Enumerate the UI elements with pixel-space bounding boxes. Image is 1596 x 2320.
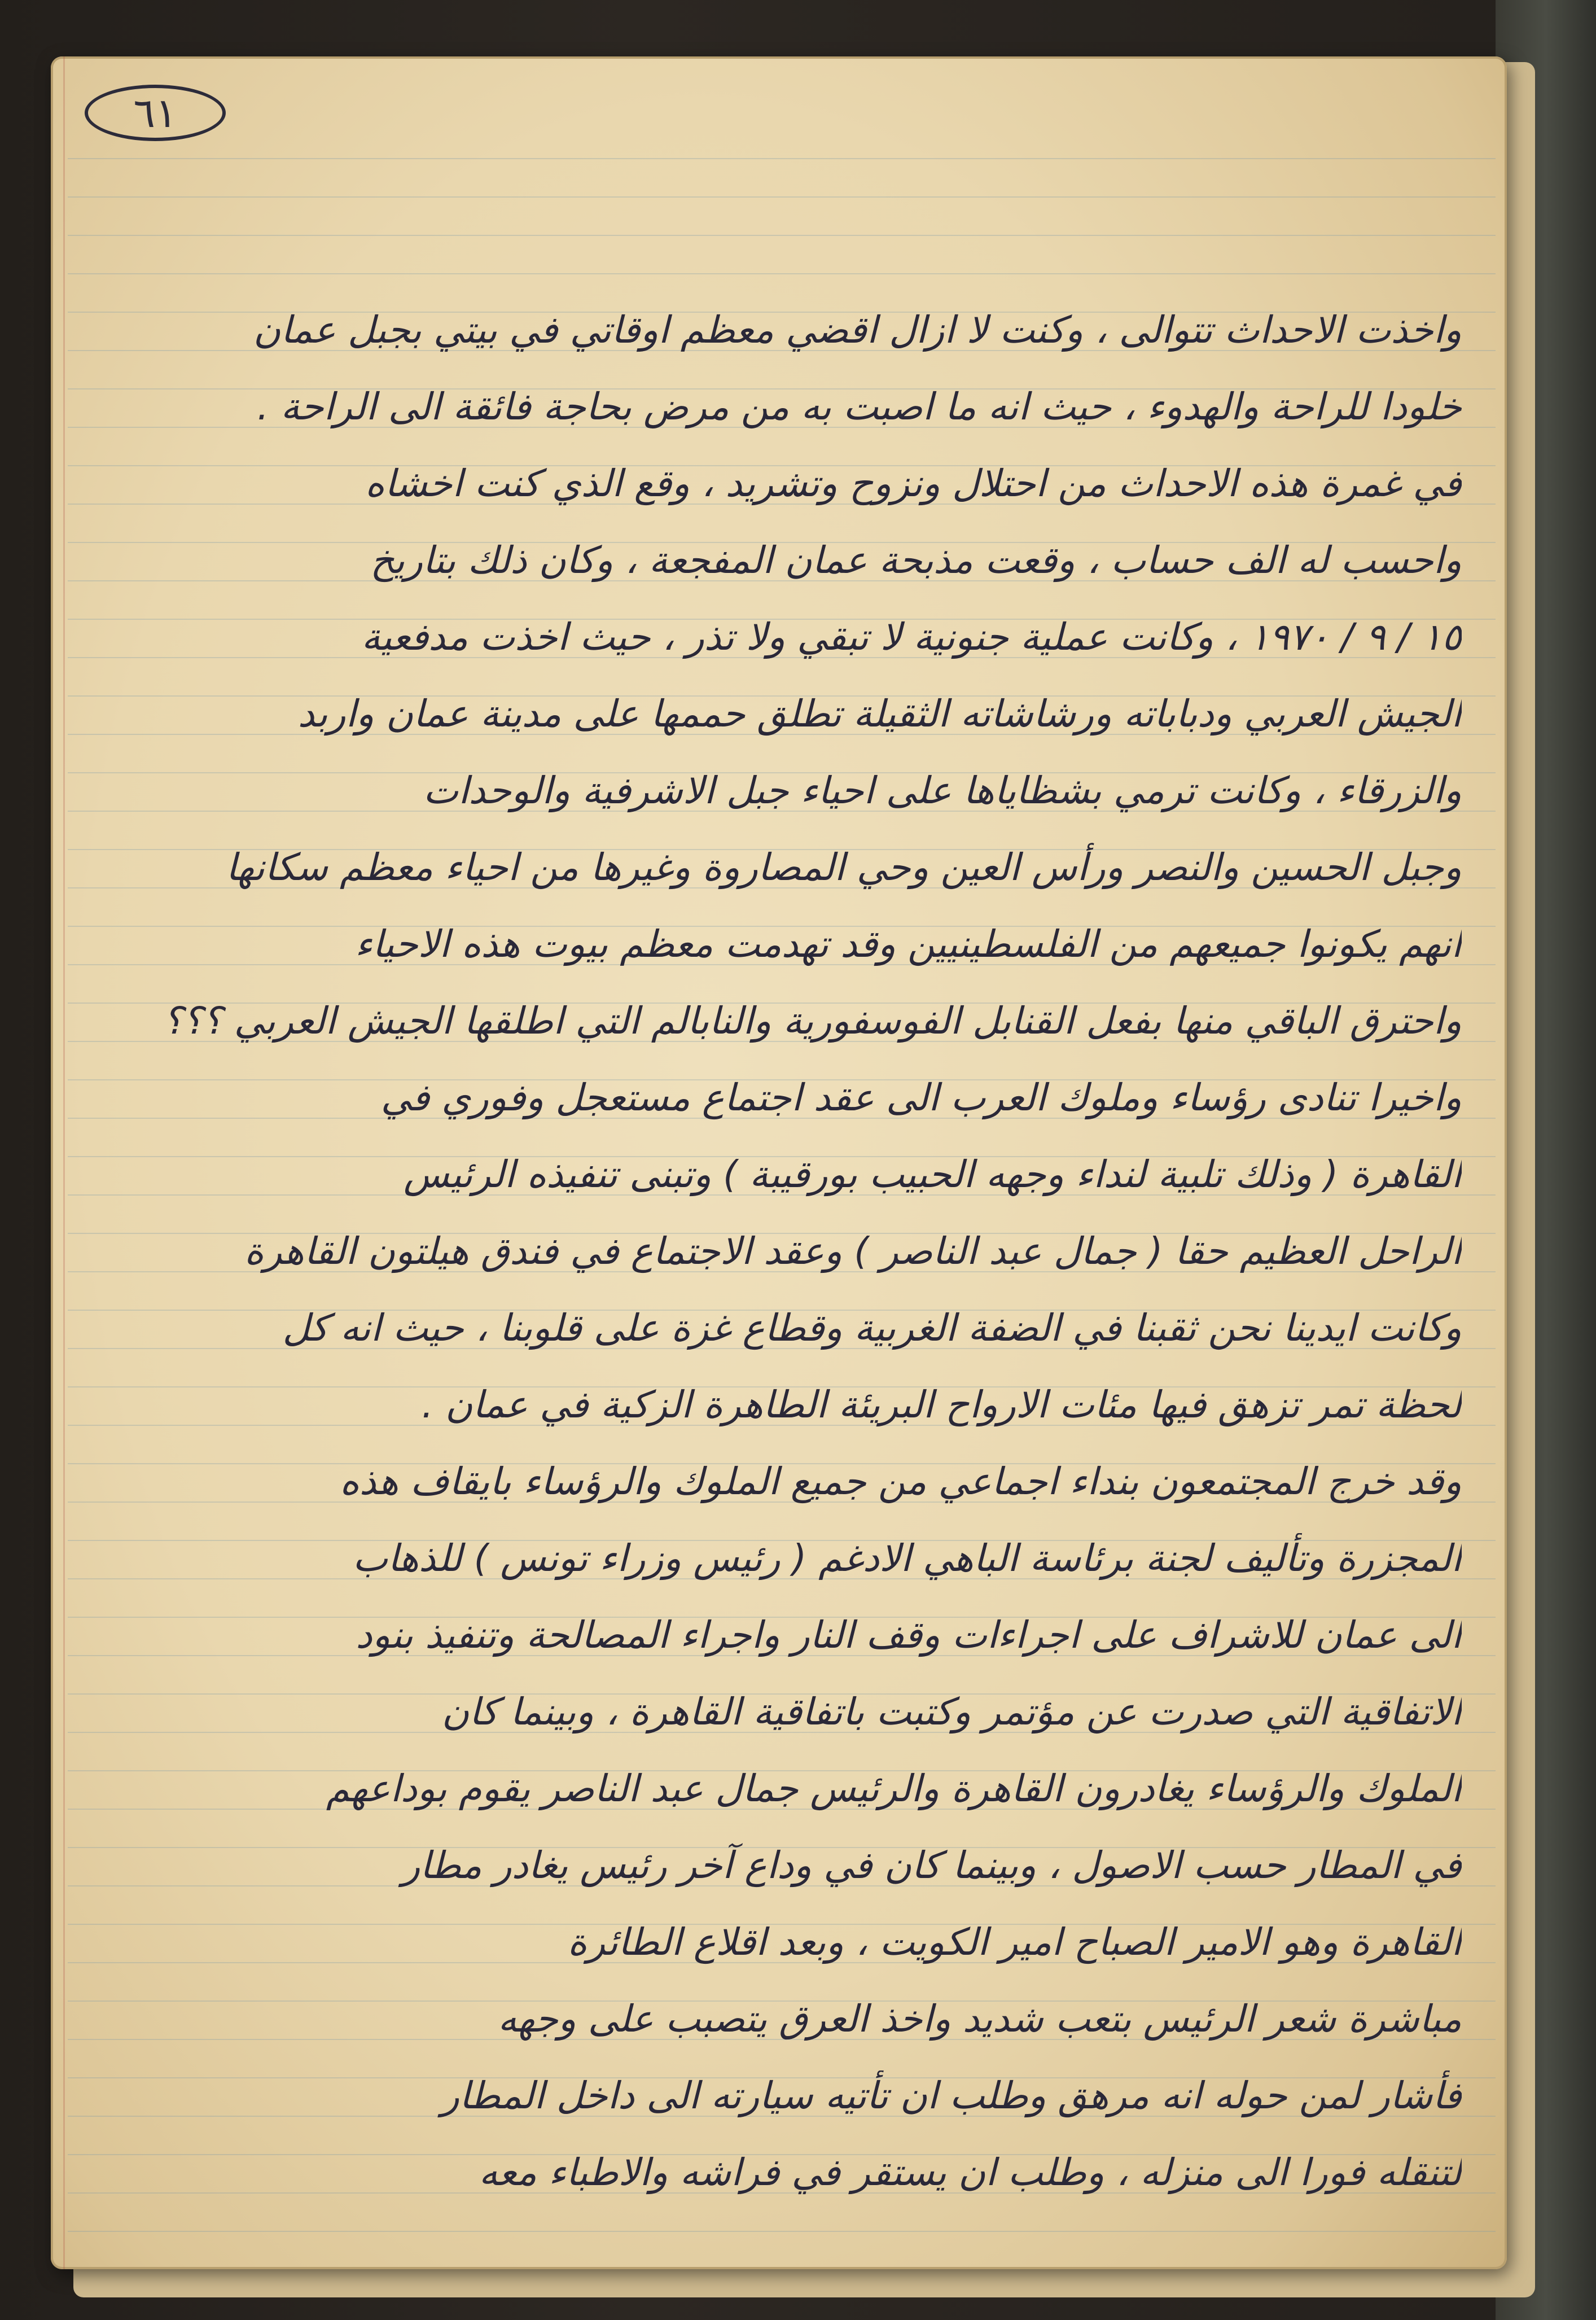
- handwritten-text-body: [51, 56, 1507, 2269]
- text-line: واخيرا تنادى رؤساء وملوك العرب الى عقد اجتماع مستعجل وفوري في: [380, 1076, 1462, 1119]
- notebook-page: [51, 56, 1507, 2269]
- text-line: في غمرة هذه الاحداث من احتلال ونزوح وتشريد ، وقع الذي كنت اخشاه: [365, 462, 1462, 505]
- text-line: واحسب له الف حساب ، وقعت مذبحة عمان المفجعة ، وكان ذلك بتاريخ: [370, 539, 1462, 582]
- text-line: الملوك والرؤساء يغادرون القاهرة والرئيس جمال عبد الناصر يقوم بوداعهم: [326, 1767, 1462, 1810]
- text-line: لحظة تمر تزهق فيها مئات الارواح البريئة الطاهرة الزكية في عمان .: [422, 1383, 1462, 1426]
- text-line: والزرقاء ، وكانت ترمي بشظاياها على احياء جبل الاشرفية والوحدات: [423, 769, 1462, 812]
- page-number-circle: ٦١: [85, 85, 226, 141]
- text-line: في المطار حسب الاصول ، وبينما كان في وداع آخر رئيس يغادر مطار: [402, 1844, 1462, 1887]
- text-line: فأشار لمن حوله انه مرهق وطلب ان تأتيه سيارته الى داخل المطار: [441, 2074, 1462, 2117]
- text-line: وقد خرج المجتمعون بنداء اجماعي من جميع الملوك والرؤساء بايقاف هذه: [340, 1460, 1462, 1503]
- text-line: الراحل العظيم حقا ( جمال عبد الناصر ) وعقد الاجتماع في فندق هيلتون القاهرة: [244, 1229, 1462, 1273]
- text-line: القاهرة ( وذلك تلبية لنداء وجهه الحبيب بورقيبة ) وتبنى تنفيذه الرئيس: [404, 1153, 1462, 1196]
- text-line: الاتفاقية التي صدرت عن مؤتمر وكتبت باتفاقية القاهرة ، وبينما كان: [441, 1690, 1462, 1734]
- text-line: خلودا للراحة والهدوء ، حيث انه ما اصبت به من مرض بحاجة فائقة الى الراحة .: [257, 385, 1462, 428]
- text-line: انهم يكونوا جميعهم من الفلسطينيين وقد تهدمت معظم بيوت هذه الاحياء: [354, 922, 1462, 966]
- text-line: مباشرة شعر الرئيس بتعب شديد واخذ العرق يتصبب على وجهه: [498, 1997, 1462, 2041]
- text-line: المجزرة وتأليف لجنة برئاسة الباهي الادغم ( رئيس وزراء تونس ) للذهاب: [352, 1537, 1462, 1580]
- text-line: القاهرة وهو الامير الصباح امير الكويت ، وبعد اقلاع الطائرة: [567, 1920, 1462, 1964]
- text-line: وكانت ايدينا نحن ثقبنا في الضفة الغربية وقطاع غزة على قلوبنا ، حيث انه كل: [282, 1306, 1462, 1350]
- text-line: ١٥ / ٩ / ١٩٧٠ ، وكانت عملية جنونية لا تبقي ولا تذر ، حيث اخذت مدفعية: [361, 615, 1462, 659]
- text-line: الى عمان للاشراف على اجراءات وقف النار واجراء المصالحة وتنفيذ بنود: [356, 1613, 1462, 1657]
- text-line: لتنقله فورا الى منزله ، وطلب ان يستقر في فراشه والاطباء معه: [479, 2151, 1462, 2194]
- text-line: الجيش العربي ودباباته ورشاشاته الثقيلة تطلق حممها على مدينة عمان واربد: [297, 692, 1462, 736]
- text-line: وجبل الحسين والنصر ورأس العين وحي المصاروة وغيرها من احياء معظم سكانها: [226, 846, 1462, 889]
- text-line: واحترق الباقي منها بفعل القنابل الفوسفورية والنابالم التي اطلقها الجيش العربي ؟؟؟: [163, 999, 1462, 1043]
- text-line: واخذت الاحداث تتوالى ، وكنت لا ازال اقضي معظم اوقاتي في بيتي بجبل عمان: [253, 308, 1462, 352]
